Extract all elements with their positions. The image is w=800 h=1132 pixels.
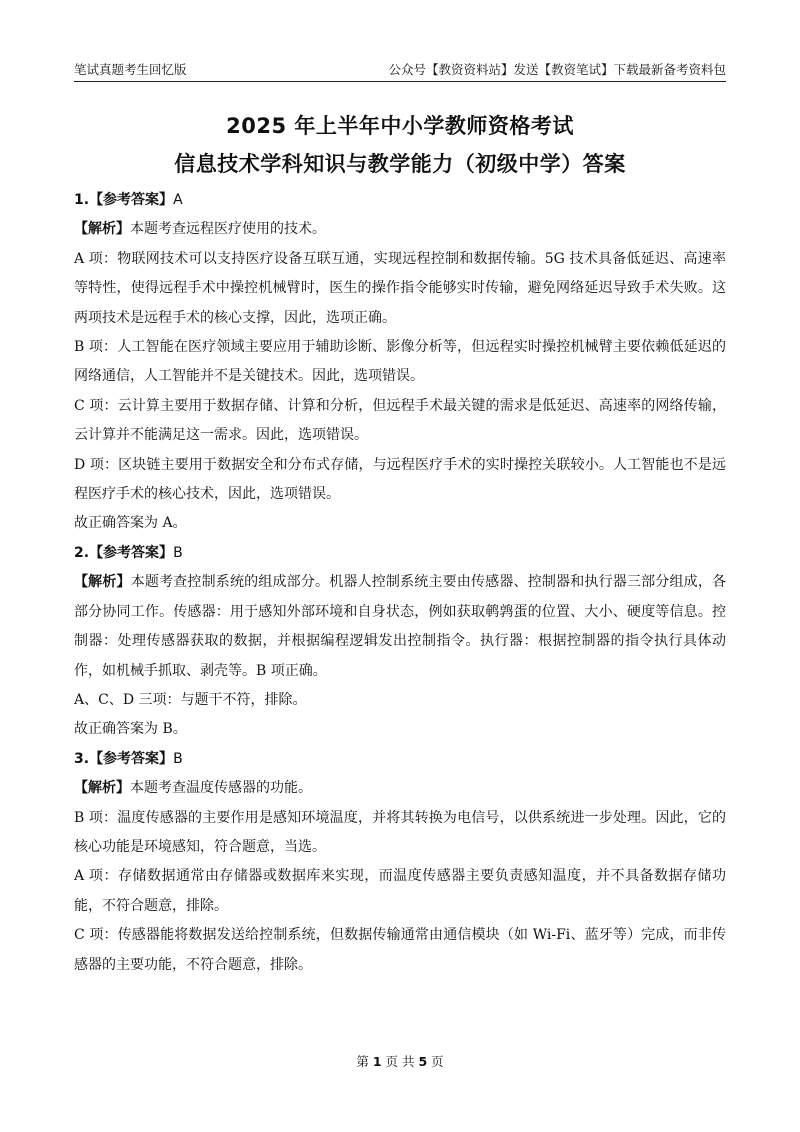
question-number: 2. (74, 544, 90, 561)
page-footer (0, 1052, 800, 1070)
question-2-conclusion: 故正确答案为 B。 (74, 721, 187, 738)
question-1-option-d: D 项：区块链主要用于数据安全和分布式存储，与远程医疗手术的实时操控关联较小。人工智能也不是远程医疗手术的核心技术，因此，选项错误。 (74, 456, 726, 503)
question-1-conclusion: 故正确答案为 A。 (74, 515, 187, 532)
analysis-text: 本题考查温度传感器的功能。 (130, 780, 312, 797)
question-1-option-c: C 项：云计算主要用于数据存储、计算和分析，但远程手术最关键的需求是低延迟、高速率的网络传输，云计算并不能满足这一需求。因此，选项错误。 (74, 397, 726, 444)
answer-value: B (173, 544, 183, 561)
question-1-option-a: A 项：物联网技术可以支持医疗设备互联互通，实现远程控制和数据传输。5G 技术具备低延迟、高速率等特性，使得远程手术中操控机械臂时，医生的操作指令能够实时传输，避免网络延迟导致手术失败。这两项技术是远程手术的核心支撑，因此，选项正确。 (74, 250, 726, 326)
question-3-answer (74, 745, 726, 774)
answer-content (74, 186, 726, 980)
question-2-answer (74, 539, 726, 568)
question-3-option-b: B 项：温度传感器的主要作用是感知环境温度，并将其转换为电信号，以供系统进一步处理。因此，它的核心功能是环境感知，符合题意，当选。 (74, 809, 726, 855)
footer-total-pages: 5 (418, 1054, 428, 1069)
answer-value: A (173, 192, 183, 208)
document-title-line-2: 信息技术学科知识与教学能力（初级中学）答案 (174, 152, 626, 176)
question-number: 3. (74, 750, 90, 767)
header-right-text: 公众号【教资资料站】发送【教资笔试】下载最新备考资料包 (388, 62, 726, 77)
footer-suffix: 页 (431, 1054, 444, 1069)
question-2-analysis (74, 568, 726, 686)
question-1-option-b: B 项：人工智能在医疗领域主要应用于辅助诊断、影像分析等，但远程实时操控机械臂主要依赖低延迟的网络通信，人工智能并不是关键技术。因此，选项错误。 (74, 339, 726, 385)
analysis-text: 本题考查远程医疗使用的技术。 (130, 221, 326, 238)
question-number: 1. (74, 192, 90, 208)
analysis-label: 【解析】 (74, 780, 130, 797)
footer-middle: 页 共 (385, 1054, 415, 1069)
question-2-option-acd: A、C、D 三项：与题干不符，排除。 (74, 691, 307, 708)
analysis-label: 【解析】 (74, 574, 131, 591)
answer-label: 【参考答案】 (89, 544, 174, 561)
question-1-analysis (74, 215, 726, 244)
analysis-label: 【解析】 (74, 221, 130, 238)
question-3-analysis (74, 774, 726, 803)
question-1-answer (74, 186, 726, 215)
question-3-option-a: A 项：存储数据通常由存储器或数据库来实现，而温度传感器主要负责感知温度，并不具备数据存储功能，不符合题意，排除。 (74, 868, 726, 914)
page-header (74, 56, 726, 82)
answer-label: 【参考答案】 (89, 192, 174, 208)
document-title-line-1: 2025 年上半年中小学教师资格考试 (226, 114, 574, 138)
header-left-text: 笔试真题考生回忆版 (74, 62, 187, 77)
footer-page-number: 1 (372, 1054, 382, 1069)
answer-value: B (173, 750, 183, 767)
footer-prefix: 第 (356, 1054, 369, 1069)
question-3-option-c: C 项：传感器能将数据发送给控制系统，但数据传输通常由通信模块（如 Wi-Fi、蓝牙等）完成，而非传感器的主要功能，不符合题意，排除。 (74, 927, 726, 973)
analysis-text: 本题考查控制系统的组成部分。机器人控制系统主要由传感器、控制器和执行器三部分组成，各部分协同工作。传感器：用于感知外部环境和自身状态，例如获取鹌鹑蛋的位置、大小、硬度等信息。控制器：处理传感器获取的数据，并根据编程逻辑发出控制指令。执行器：根据控制器的指令执行具体动作，如机械手抓取、剥壳等。B 项正确。 (74, 574, 727, 679)
answer-label: 【参考答案】 (89, 750, 174, 767)
